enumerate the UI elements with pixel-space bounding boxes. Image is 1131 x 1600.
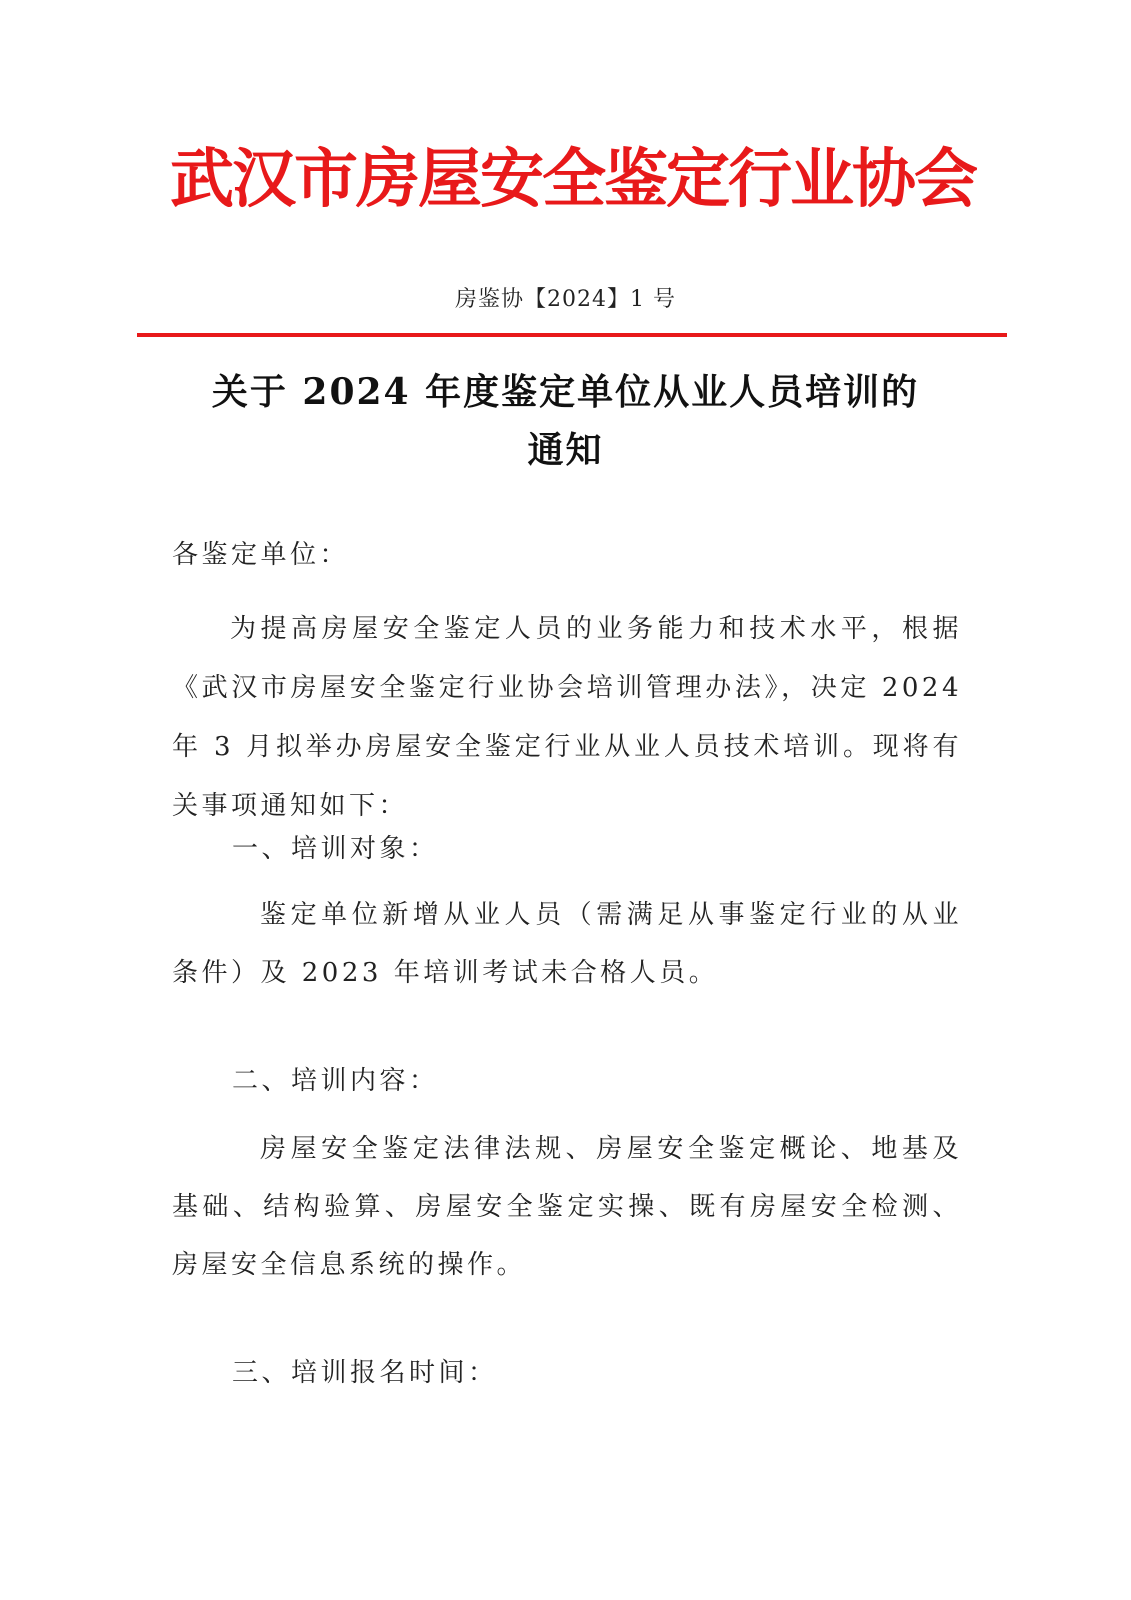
section-2-heading: 二、培训内容： <box>232 1066 439 1096</box>
intro-paragraph: 为提高房屋安全鉴定人员的业务能力和技术水平，根据《武汉市房屋安全鉴定行业协会培训管理办法》，决定 2024 年 3 月拟举办房屋安全鉴定行业从业人员技术培训。现将有关事项通知如下： <box>172 614 962 821</box>
header-red-rule <box>137 333 1007 337</box>
section-1-content: 鉴定单位新增从业人员（需满足从事鉴定行业的从业条件）及 2023 年培训考试未合格人员。 <box>172 900 962 988</box>
notice-title-line-1: 关于 2024 年度鉴定单位从业人员培训的 <box>211 371 920 413</box>
document-number: 房鉴协【2024】1 号 <box>455 287 676 312</box>
section-2-content: 房屋安全鉴定法律法规、房屋安全鉴定概论、地基及基础、结构验算、房屋安全鉴定实操、既有房屋安全检测、房屋安全信息系统的操作。 <box>172 1134 962 1280</box>
section-3-heading: 三、培训报名时间： <box>232 1358 498 1388</box>
section-1-heading: 一、培训对象： <box>232 834 439 864</box>
salutation: 各鉴定单位： <box>172 540 350 570</box>
notice-title <box>130 363 1001 479</box>
notice-title-line-2: 通知 <box>527 429 604 471</box>
organization-title: 武汉市房屋安全鉴定行业协会 <box>170 143 976 217</box>
